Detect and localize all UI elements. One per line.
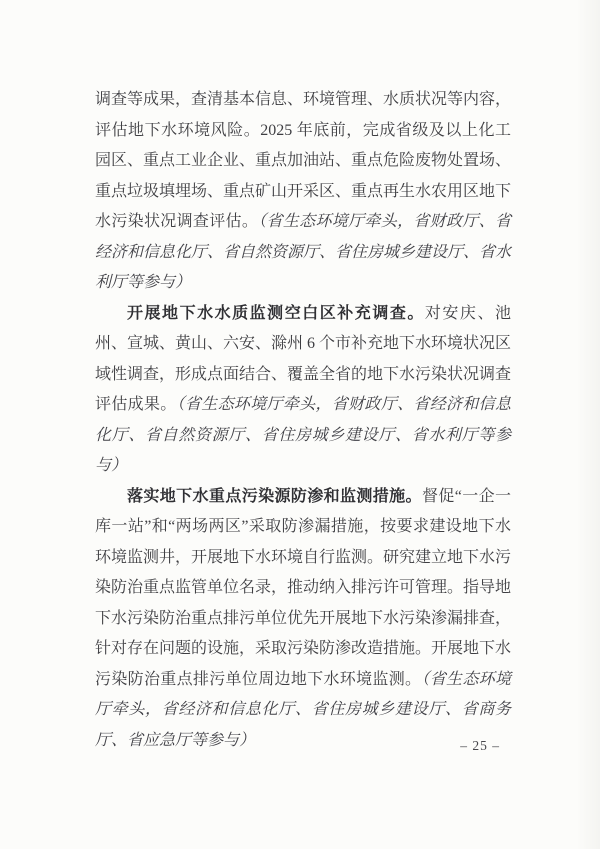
paragraph — [95, 482, 511, 757]
text-segment-bold: 落实地下水重点污染源防渗和监测措施。 — [127, 487, 422, 505]
text-block — [95, 85, 511, 756]
paragraph — [95, 299, 511, 482]
text-segment-kaiti: （省生态环境厅牵头，省经济和信息化厅、省住房城乡建设厅、省商务厅、省应急厅等参与） — [95, 670, 511, 749]
text-segment-kaiti: （省生态环境厅牵头，省财政厅、省经济和信息化厅、省自然资源厅、省住房城乡建设厅、省水利厅等参与） — [95, 396, 511, 474]
text-segment-normal: 督促“一企一库一站”和“两场两区”采取防渗漏措施，按要求建设地下水环境监测井，开展地下水环境自行监测。研究建立地下水污染防治重点监管单位名录，推动纳入排污许可管理。指导地下水污染防治重点排污单位优先开展地下水污染渗漏排查，针对存在问题的设施，采取污染防渗改造措施。开展地下水污染防治重点排污单位周边地下水环境监测。 — [95, 487, 512, 688]
paragraph — [95, 85, 511, 299]
text-segment-kaiti: （省生态环境厅牵头，省财政厅、省经济和信息化厅、省自然资源厅、省住房城乡建设厅、省水利厅等参与） — [95, 213, 512, 291]
footer-page-number: – 25 – — [460, 738, 500, 753]
text-segment-normal: 对安庆、池州、宣城、黄山、六安、滁州 6 个市补充地下水环境状况区域性调查，形成点面结合、覆盖全省的地下水污染状况调查评估成果。 — [95, 304, 512, 413]
text-segment-bold: 开展地下水水质监测空白区补充调查。 — [127, 304, 425, 322]
text-segment-normal: 调查等成果，查清基本信息、环境管理、水质状况等内容，评估地下水环境风险。2025 年底前，完成省级及以上化工园区、重点工业企业、重点加油站、重点危险废物处置场、重点垃圾填埋场、重点矿山开采区、重点再生水农用区地下水污染状况调查评估。 — [95, 91, 512, 230]
